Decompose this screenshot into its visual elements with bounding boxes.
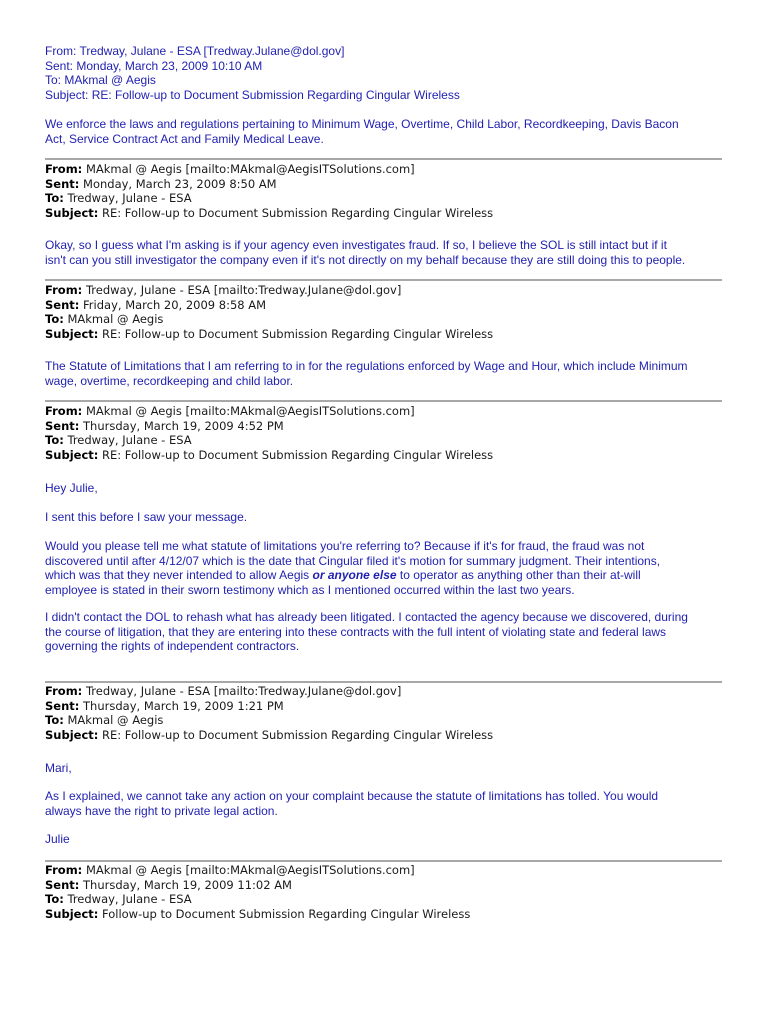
from-label: From: [45,162,83,176]
message-body-4-greeting [45,761,725,776]
message-header-4 [45,684,725,742]
greeting: Mari, [45,761,72,775]
message-body-3-greeting [45,481,725,496]
body-line: I didn't contact the DOL to rehash what has already been litigated. I contacted the agency because we discovered, during [45,610,688,624]
message-header-5 [45,863,725,921]
sent-value: Thursday, March 19, 2009 4:52 PM [83,418,284,433]
subject-value: RE: Follow-up to Document Submission Regarding Cingular Wireless [102,727,494,742]
to-value: Tredway, Julane - ESA [67,892,192,906]
from-label: From: [45,283,83,297]
message-divider [45,279,722,281]
message-body-2 [45,359,725,388]
from-value: MAkmal @ Aegis [mailto:MAkmal@AegisITSolutions.com] [85,863,415,877]
message-header-1 [45,162,725,220]
top-to-line: To: MAkmal @ Aegis [45,73,156,87]
from-label: From: [45,684,83,698]
signoff: Julie [45,832,70,846]
body-line [45,568,725,583]
sent-label: Sent: [45,176,80,191]
subject-label: Subject: [45,205,99,220]
to-label: To: [45,892,64,906]
from-value: Tredway, Julane - ESA [mailto:Tredway.Julane@dol.gov] [85,283,402,297]
subject-value: Follow-up to Document Submission Regarding Cingular Wireless [102,906,471,921]
greeting: Hey Julie, [45,481,98,495]
body-line: discovered until after 4/12/07 which is the date that Cingular filed it's motion for summary judgment. Their intentions, [45,553,661,568]
sent-label: Sent: [45,877,80,892]
from-label: From: [45,404,83,418]
sent-label: Sent: [45,698,80,713]
body-line: the course of litigation, that they are entering into these contracts with the full intent of violating state and federal laws [45,624,667,639]
top-subject-line: Subject: RE: Follow-up to Document Submission Regarding Cingular Wireless [45,87,460,102]
message-divider [45,860,722,862]
body-line: governing the rights of independent contractors. [45,639,300,653]
from-value: Tredway, Julane - ESA [mailto:Tredway.Julane@dol.gov] [85,684,402,698]
message-body-3-p3 [45,610,725,654]
sent-value: Thursday, March 19, 2009 11:02 AM [83,877,292,892]
top-email-body [45,117,725,146]
emphasized-text: or anyone else [312,568,397,582]
to-label: To: [45,713,64,727]
top-sent-line: Sent: Monday, March 23, 2009 10:10 AM [45,58,263,73]
to-value: Tredway, Julane - ESA [67,191,192,205]
subject-label: Subject: [45,326,99,341]
to-label: To: [45,433,64,447]
body-line: We enforce the laws and regulations pertaining to Minimum Wage, Overtime, Child Labor, Recordkeeping, Davis Bacon [45,117,679,131]
text-segment: which was that they never intended to allow Aegis [45,568,313,582]
subject-label: Subject: [45,447,99,462]
body-line: isn't can you still investigator the company even if it's not directly on my behalf because they are still doing this to people. [45,252,686,267]
sent-value: Friday, March 20, 2009 8:58 AM [83,297,267,312]
top-from-line: From: Tredway, Julane - ESA [Tredway.Julane@dol.gov] [45,44,345,58]
body-line: As I explained, we cannot take any action on your complaint because the statute of limitations has tolled. You would [45,789,659,803]
message-header-3 [45,404,725,462]
to-label: To: [45,191,64,205]
message-body-1 [45,238,725,267]
from-label: From: [45,863,83,877]
body-line: Okay, so I guess what I'm asking is if your agency even investigates fraud. If so, I believe the SOL is still intact but if it [45,238,667,252]
message-body-4-signoff [45,832,725,847]
from-value: MAkmal @ Aegis [mailto:MAkmal@AegisITSolutions.com] [85,162,415,176]
body-line: always have the right to private legal action. [45,803,278,818]
message-body-3-p2 [45,539,725,597]
subject-value: RE: Follow-up to Document Submission Regarding Cingular Wireless [102,447,494,462]
body-line: The Statute of Limitations that I am referring to in for the regulations enforced by Wage and Hour, which include Minimum [45,359,688,373]
message-divider [45,681,722,683]
message-body-4 [45,789,725,818]
to-value: MAkmal @ Aegis [67,312,164,326]
top-email-header [45,44,735,102]
message-body-3-p1 [45,510,725,525]
subject-label: Subject: [45,906,99,921]
body-line: Would you please tell me what statute of limitations you're referring to? Because if it's for fraud, the fraud was not [45,539,645,553]
body-line: employee is stated in their sworn testimony which as I mentioned occurred within the last two years. [45,582,575,597]
subject-value: RE: Follow-up to Document Submission Regarding Cingular Wireless [102,326,494,341]
to-label: To: [45,312,64,326]
sent-label: Sent: [45,418,80,433]
sent-label: Sent: [45,297,80,312]
sent-value: Monday, March 23, 2009 8:50 AM [83,176,277,191]
to-value: MAkmal @ Aegis [67,713,164,727]
message-divider [45,158,722,160]
text-segment: to operator as anything other than their at-will [396,568,641,582]
body-line: wage, overtime, recordkeeping and child labor. [45,373,294,388]
subject-label: Subject: [45,727,99,742]
message-divider [45,400,722,402]
subject-value: RE: Follow-up to Document Submission Regarding Cingular Wireless [102,205,494,220]
from-value: MAkmal @ Aegis [mailto:MAkmal@AegisITSolutions.com] [85,404,415,418]
message-header-2 [45,283,725,341]
body-line: I sent this before I saw your message. [45,510,248,524]
to-value: Tredway, Julane - ESA [67,433,192,447]
body-line: Act, Service Contract Act and Family Medical Leave. [45,131,324,146]
sent-value: Thursday, March 19, 2009 1:21 PM [83,698,284,713]
